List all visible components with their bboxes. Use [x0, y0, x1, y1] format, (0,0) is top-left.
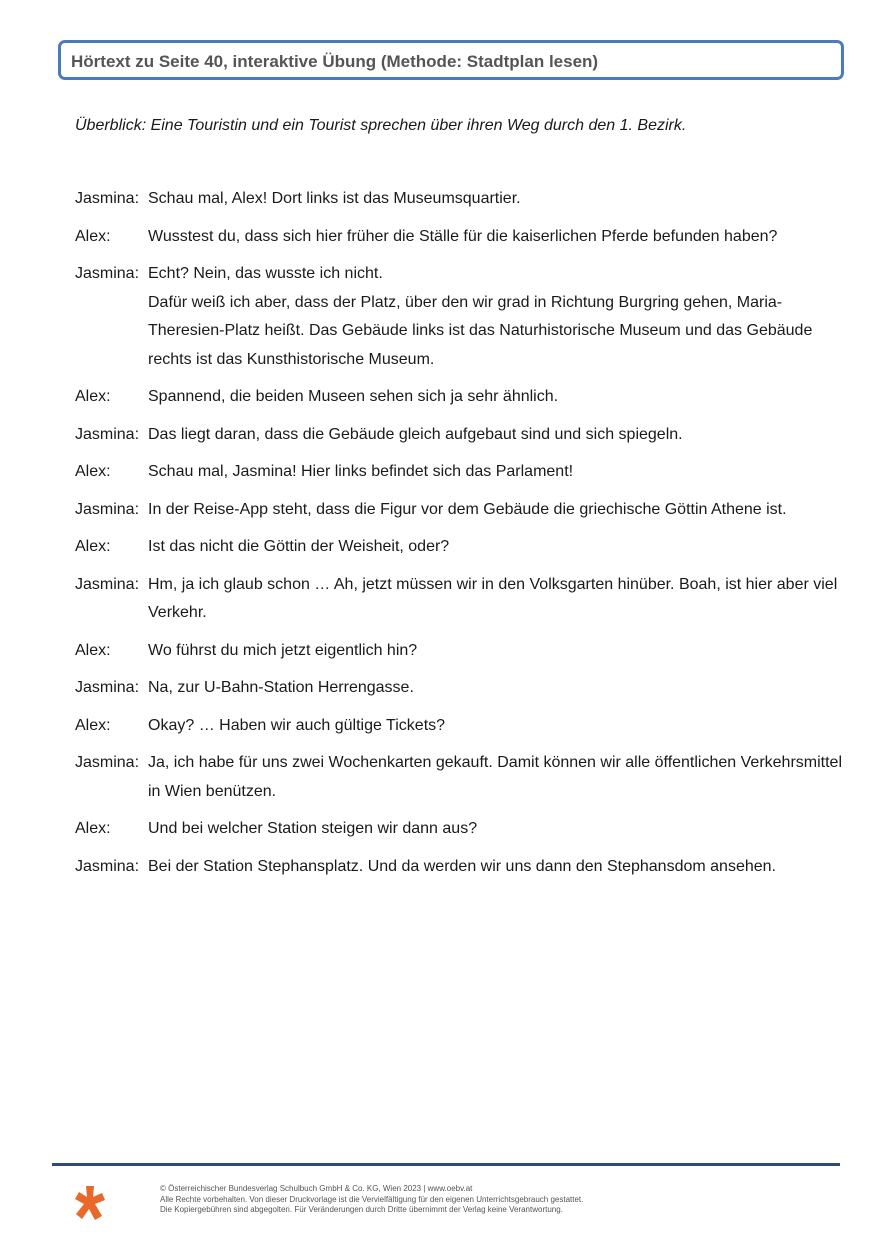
- speaker-label: Jasmina:: [75, 500, 140, 518]
- speech-line: Wusstest du, dass sich hier früher die Ställe für die kaiserlichen Pferde befunden haben?: [148, 227, 778, 245]
- dialogue-turn: [75, 383, 845, 412]
- dialogue-turn: [75, 458, 845, 487]
- speaker-label: Jasmina:: [75, 265, 140, 282]
- speech-line: Okay? … Haben wir auch gültige Tickets?: [148, 716, 446, 734]
- dialogue-turn: [75, 260, 845, 374]
- speech-line: Wo führst du mich jetzt eigentlich hin?: [148, 641, 418, 659]
- speaker-label: Alex:: [75, 716, 111, 734]
- speech-text: [148, 383, 845, 412]
- speaker-label: Jasmina:: [75, 857, 140, 875]
- dialogue-turn: [75, 749, 845, 806]
- speaker-label: Jasmina:: [75, 190, 140, 207]
- dialogue-turn: [75, 815, 845, 844]
- speaker-label: Alex:: [75, 641, 111, 659]
- speech-text: [148, 749, 845, 806]
- speech-line: Dafür weiß ich aber, dass der Platz, über den wir grad in Richtung Burgring gehen, Maria-Theresien-Platz heißt. Das Gebäude links ist das Naturhistorische Museum und das Gebäude rechts ist das Kunsthistorische Museum.: [148, 293, 813, 368]
- dialogue-turn: [75, 674, 845, 703]
- speech-text: [148, 853, 845, 882]
- speech-line: Ja, ich habe für uns zwei Wochenkarten gekauft. Damit können wir alle öffentlichen Verkehrsmittel in Wien benützen.: [148, 754, 842, 800]
- speaker-label: Jasmina:: [75, 754, 140, 771]
- dialogue-turn: [75, 853, 845, 882]
- speech-text: [148, 637, 845, 666]
- speech-line: Das liegt daran, dass die Gebäude gleich aufgebaut sind und sich spiegeln.: [148, 425, 683, 443]
- speaker-label: Alex:: [75, 538, 111, 555]
- speech-text: [148, 458, 845, 487]
- speech-text: [148, 260, 845, 374]
- speech-text: [148, 421, 845, 450]
- speech-line: Spannend, die beiden Museen sehen sich ja sehr ähnlich.: [148, 388, 559, 405]
- speaker-label: Alex:: [75, 820, 111, 837]
- dialogue-turn: [75, 223, 845, 252]
- footer-copyright: © Österreichischer Bundesverlag Schulbuch GmbH & Co. KG, Wien 2023 | www.oebv.at: [160, 1184, 473, 1193]
- oebv-logo-icon: [72, 1183, 110, 1221]
- footer-rights: Alle Rechte vorbehalten. Von dieser Druckvorlage ist die Vervielfältigung für den eigenen Unterrichtsgebrauch gestattet.: [160, 1194, 584, 1204]
- speech-line: Bei der Station Stephansplatz. Und da werden wir uns dann den Stephansdom ansehen.: [148, 857, 776, 875]
- speech-line: Echt? Nein, das wusste ich nicht.: [148, 265, 383, 282]
- speech-text: [148, 185, 845, 214]
- speaker-label: Jasmina:: [75, 575, 140, 593]
- speech-line: Ist das nicht die Göttin der Weisheit, oder?: [148, 538, 450, 555]
- speech-line: Schau mal, Alex! Dort links ist das Museumsquartier.: [148, 190, 521, 207]
- speech-line: Na, zur U-Bahn-Station Herrengasse.: [148, 679, 414, 696]
- speech-line: Hm, ja ich glaub schon … Ah, jetzt müssen wir in den Volksgarten hinüber. Boah, ist hier aber viel Verkehr.: [148, 575, 838, 621]
- dialogue-turn: [75, 637, 845, 666]
- speech-text: [148, 496, 845, 525]
- speaker-label: Jasmina:: [75, 425, 140, 443]
- speech-text: [148, 533, 845, 562]
- speech-text: [148, 223, 845, 252]
- speech-text: [148, 712, 845, 741]
- footer-disclaimer: Die Kopiergebühren sind abgegolten. Für Veränderungen durch Dritte übernimmt der Verlag keine Verantwortung.: [160, 1205, 563, 1214]
- speech-line: Schau mal, Jasmina! Hier links befindet sich das Parlament!: [148, 463, 574, 480]
- dialogue-turn: [75, 533, 845, 562]
- speech-line: In der Reise-App steht, dass die Figur vor dem Gebäude die griechische Göttin Athene ist.: [148, 500, 787, 518]
- footer-divider: [52, 1163, 840, 1166]
- speaker-label: Jasmina:: [75, 679, 140, 696]
- speaker-label: Alex:: [75, 463, 111, 480]
- speech-text: [148, 571, 845, 628]
- overview-text: Überblick: Eine Touristin und ein Tourist sprechen über ihren Weg durch den 1. Bezirk.: [75, 117, 687, 134]
- footer-legal: [160, 1184, 583, 1216]
- speaker-label: Alex:: [75, 388, 111, 405]
- speech-text: [148, 815, 845, 844]
- page-title: Hörtext zu Seite 40, interaktive Übung (Methode: Stadtplan lesen): [71, 52, 599, 71]
- title-box: [58, 40, 844, 80]
- speech-line: Und bei welcher Station steigen wir dann aus?: [148, 820, 478, 837]
- speaker-label: Alex:: [75, 227, 111, 245]
- speech-text: [148, 674, 845, 703]
- dialogue: [75, 185, 845, 890]
- dialogue-turn: [75, 496, 845, 525]
- dialogue-turn: [75, 712, 845, 741]
- dialogue-turn: [75, 571, 845, 628]
- dialogue-turn: [75, 185, 845, 214]
- dialogue-turn: [75, 421, 845, 450]
